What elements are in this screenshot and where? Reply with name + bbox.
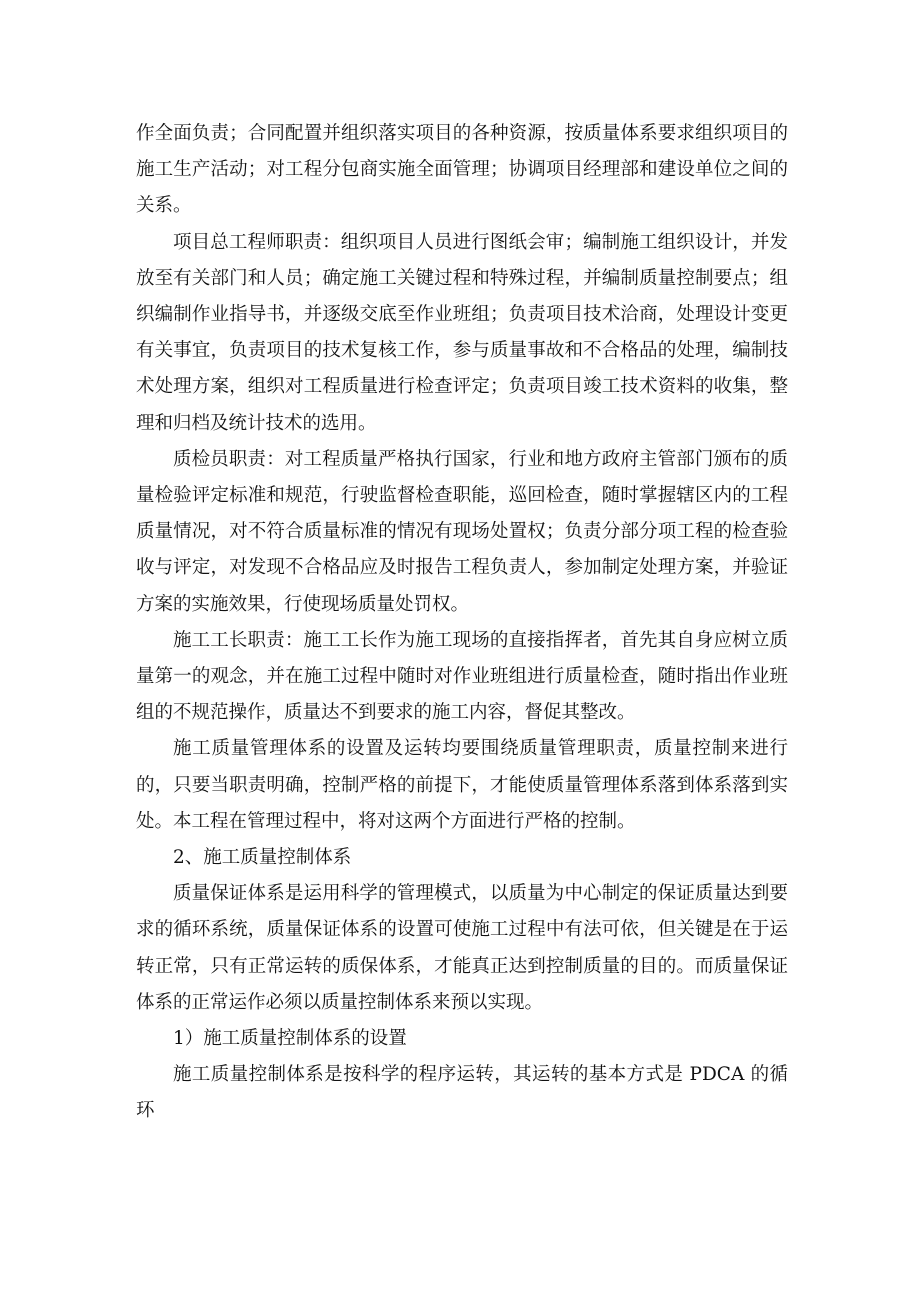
section-heading-quality-control-system: 2、施工质量控制体系 <box>173 847 352 869</box>
paragraph-system-summary: 施工质量管理体系的设置及运转均要围绕质量管理职责，质量控制来进行的，只要当职责明确，控制严格的前提下，才能使质量管理体系落到体系落到实处。本工程在管理过程中，将对这两个方面进行严格的控制。 <box>136 738 788 832</box>
subsection-heading-system-setup: 1）施工质量控制体系的设置 <box>173 1028 407 1050</box>
paragraph-continuation: 作全面负责；合同配置并组织落实项目的各种资源，按质量体系要求组织项目的施工生产活动；对工程分包商实施全面管理；协调项目经理部和建设单位之间的关系。 <box>136 123 788 217</box>
paragraph-foreman-duties: 施工工长职责：施工工长作为施工现场的直接指挥者，首先其自身应树立质量第一的观念，并在施工过程中随时对作业班组进行质量检查，随时指出作业班组的不规范操作，质量达不到要求的施工内容，督促其整改。 <box>136 629 788 724</box>
paragraph-inspector-duties: 质检员职责：对工程质量严格执行国家，行业和地方政府主管部门颁布的质量检验评定标准和规范，行驶监督检查职能，巡回检查，随时掌握辖区内的工程质量情况，对不符合质量标准的情况有现场处置权；负责分部分项工程的检查验收与评定，对发现不合格品应及时报告工程负责人，参加制定处理方案，并验证方案的实施效果，行使现场质量处罚权。 <box>136 448 788 615</box>
paragraph-chief-engineer-duties: 项目总工程师职责：组织项目人员进行图纸会审；编制施工组织设计，并发放至有关部门和人员；确定施工关键过程和特殊过程，并编制质量控制要点；组织编制作业指导书，并逐级交底至作业班组；负责项目技术洽商，处理设计变更有关事宜，负责项目的技术复核工作，参与质量事故和不合格品的处理，编制技术处理方案，组织对工程质量进行检查评定；负责项目竣工技术资料的收集，整理和归档及统计技术的选用。 <box>136 231 788 434</box>
document-body <box>136 116 788 1130</box>
paragraph-quality-assurance: 质量保证体系是运用科学的管理模式，以质量为中心制定的保证质量达到要求的循环系统，质量保证体系的设置可使施工过程中有法可依，但关键是在于运转正常，只有正常运转的质保体系，才能真正达到控制质量的目的。而质量保证体系的正常运作必须以质量控制体系来预以实现。 <box>136 883 788 1013</box>
paragraph-pdca: 施工质量控制体系是按科学的程序运转，其运转的基本方式是 PDCA 的循环 <box>136 1064 788 1122</box>
